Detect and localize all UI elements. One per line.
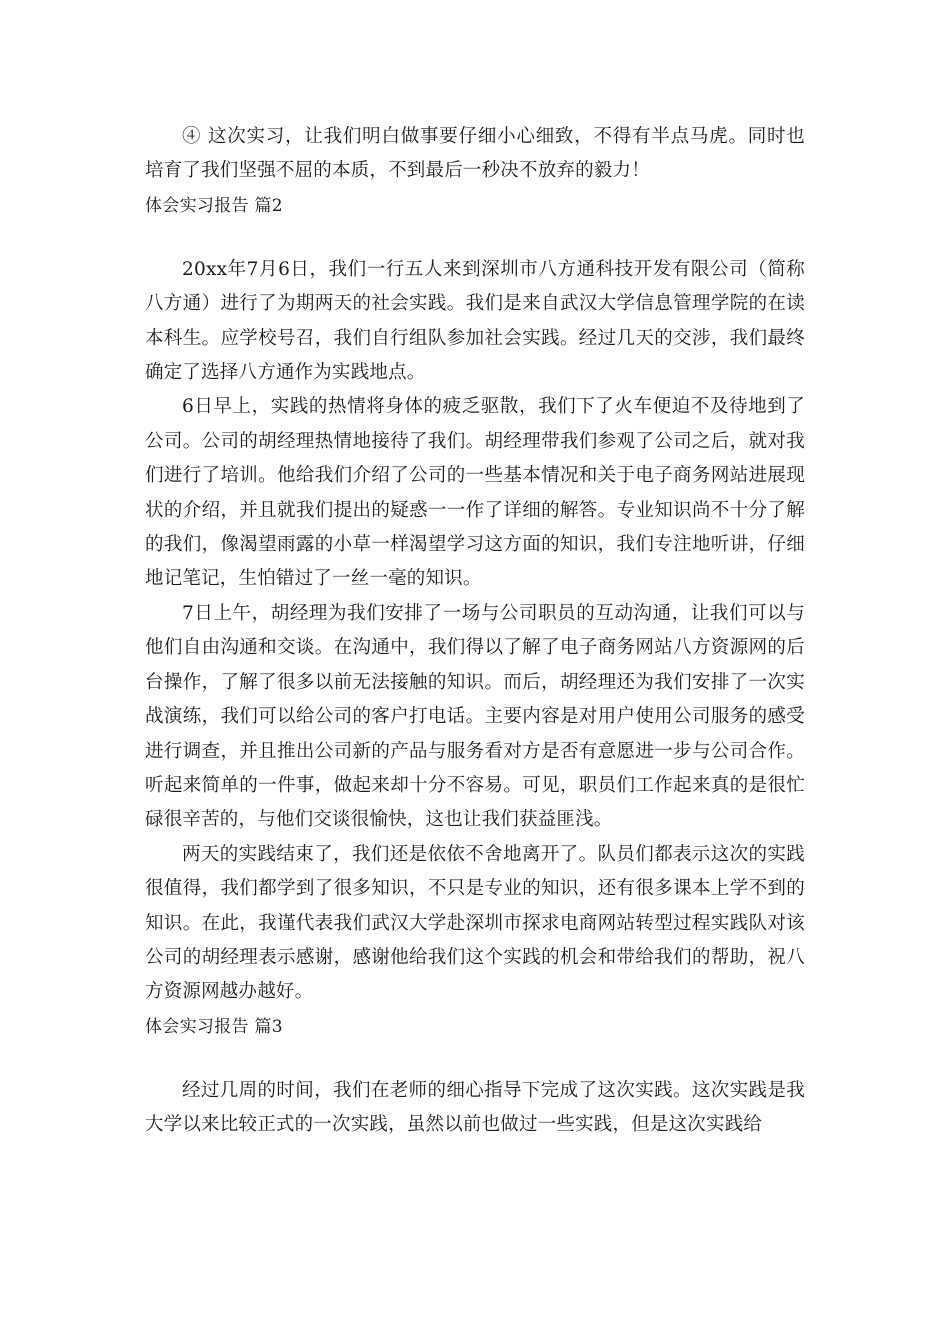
paragraph-intro: 20xx年7月6日，我们一行五人来到深圳市八方通科技开发有限公司（简称八方通）进行了为期两天的社会实践。我们是来自武汉大学信息管理学院的在读本科生。应学校号召，我们自行组队参加社会实践。经过几天的交涉，我们最终确定了选择八方通作为实践地点。 xyxy=(145,258,805,384)
section-heading-part-2: 体会实习报告 篇2 xyxy=(145,195,283,216)
paragraph-day-6: 6日早上，实践的热情将身体的疲乏驱散，我们下了火车便迫不及待地到了公司。公司的胡经理热情地接待了我们。胡经理带我们参观了公司之后，就对我们进行了培训。他给我们介绍了公司的一些基本情况和关于电子商务网站进展现状的介绍，并且就我们提出的疑惑一一作了详细的解答。专业知识尚不十分了解的我们，像渴望雨露的小草一样渴望学习这方面的知识，我们专注地听讲，仔细地记笔记，生怕错过了一丝一毫的知识。 xyxy=(145,396,805,590)
section-heading-part-3: 体会实习报告 篇3 xyxy=(145,1016,283,1037)
paragraph-part-3-start: 经过几周的时间，我们在老师的细心指导下完成了这次实践。这次实践是我大学以来比较正式的一次实践，虽然以前也做过一些实践，但是这次实践给 xyxy=(145,1079,805,1136)
paragraph-conclusion-point-4: ④ 这次实习，让我们明白做事要仔细小心细致，不得有半点马虎。同时也培育了我们坚强不屈的本质，不到最后一秒决不放弃的毅力！ xyxy=(145,126,805,182)
section-spacer xyxy=(145,223,805,253)
document-body xyxy=(145,120,805,1143)
section-spacer xyxy=(145,1044,805,1074)
paragraph-closing: 两天的实践结束了，我们还是依依不舍地离开了。队员们都表示这次的实践很值得，我们都学到了很多知识，不只是专业的知识，还有很多课本上学不到的知识。在此，我谨代表我们武汉大学赴深圳市探求电商网站转型过程实践队对该公司的胡经理表示感谢，感谢他给我们这个实践的机会和带给我们的帮助，祝八方资源网越办越好。 xyxy=(145,843,805,1003)
paragraph-day-7: 7日上午，胡经理为我们安排了一场与公司职员的互动沟通，让我们可以与他们自由沟通和交谈。在沟通中，我们得以了解了电子商务网站八方资源网的后台操作，了解了很多以前无法接触的知识。而后，胡经理还为我们安排了一次实战演练，我们可以给公司的客户打电话。主要内容是对用户使用公司服务的感受进行调查，并且推出公司新的产品与服务看对方是否有意愿进一步与公司合作。听起来简单的一件事，做起来却十分不容易。可见，职员们工作起来真的是很忙碌很辛苦的，与他们交谈很愉快，这也让我们获益匪浅。 xyxy=(145,602,805,831)
